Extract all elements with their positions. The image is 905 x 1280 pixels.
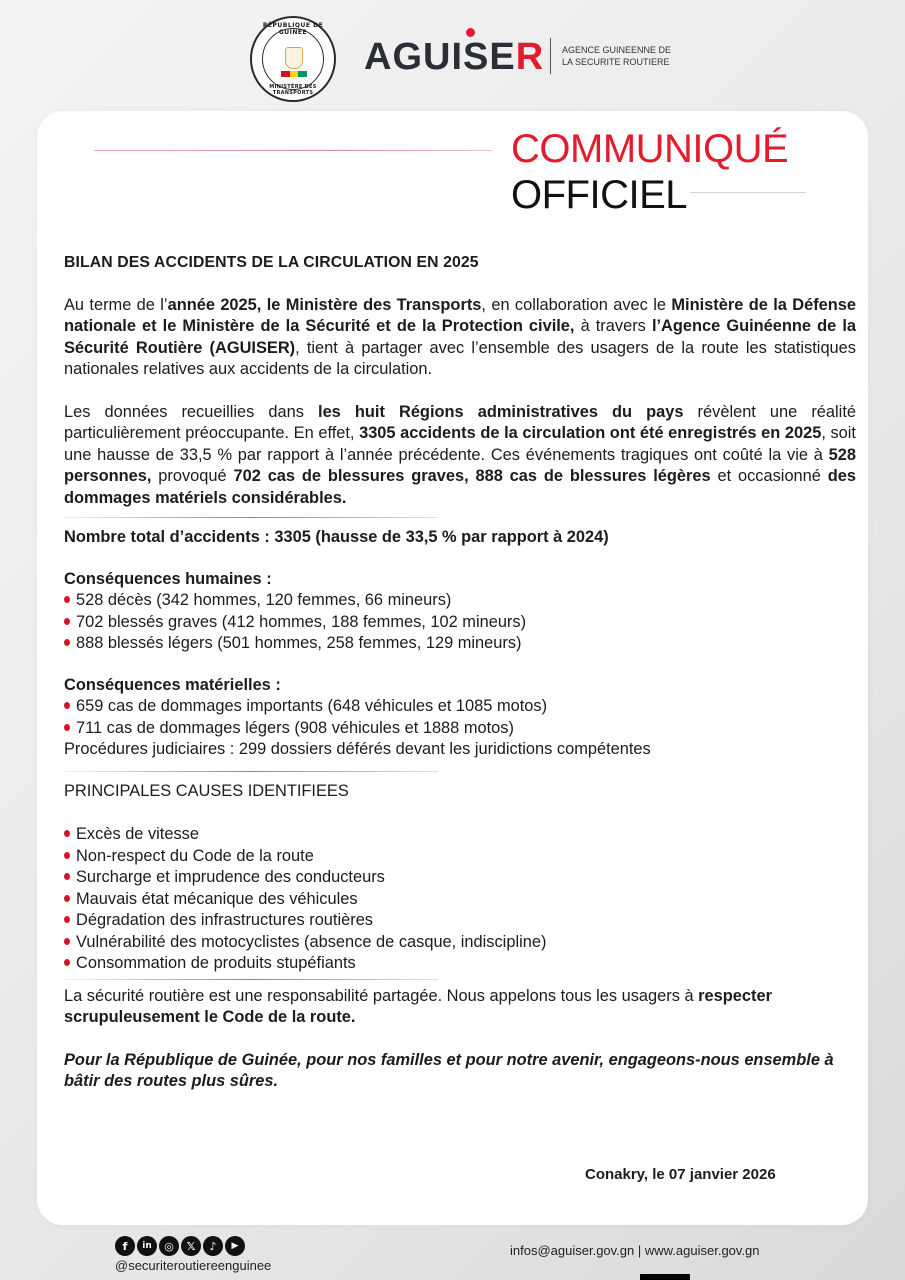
seal-bottom-text: MINISTÈRE DES TRANSPORTS	[269, 84, 317, 96]
title-officiel: OFFICIEL	[511, 173, 688, 217]
list-item	[64, 590, 856, 612]
bullet-icon	[64, 830, 70, 837]
list-item	[64, 867, 856, 889]
title-communique: COMMUNIQUÉ	[511, 127, 789, 171]
bold-text: 528 personnes,	[64, 445, 856, 485]
bullet-icon	[64, 702, 70, 709]
list-item	[64, 718, 856, 740]
bullet-icon	[64, 596, 70, 603]
bold-text: l’Agence Guinéenne de la Sécurité Routière (AGUISER)	[64, 317, 856, 357]
facebook-icon[interactable]: f	[115, 1236, 135, 1256]
contact-info[interactable]: infos@aguiser.gov.gn | www.aguiser.gov.gn	[510, 1243, 760, 1258]
title-divider-left	[94, 150, 492, 151]
list-item-text: Mauvais état mécanique des véhicules	[76, 889, 358, 908]
list-item	[64, 953, 856, 975]
causes-list	[64, 824, 856, 975]
causes-heading: PRINCIPALES CAUSES IDENTIFIEES	[64, 781, 349, 800]
instagram-icon[interactable]: ◎	[159, 1236, 179, 1256]
logo-accent-letter: R	[515, 36, 545, 78]
list-item	[64, 910, 856, 932]
seal-inner-ring	[262, 28, 324, 90]
date-place: Conakry, le 07 janvier 2026	[585, 1166, 776, 1183]
list-item	[64, 846, 856, 868]
text: , tient à partager avec l’ensemble des usagers de la route les statistiques nationales relatives aux accidents de la circulation.	[64, 338, 856, 378]
seal-top-text: RÉPUBLIQUE DE GUINÉE	[262, 22, 324, 36]
bullet-icon	[64, 639, 70, 646]
bullet-icon	[64, 916, 70, 923]
bullet-icon	[64, 959, 70, 966]
motto: Pour la République de Guinée, pour nos familles et pour notre avenir, engageons-nous ensemble à bâtir des routes plus sûres.	[64, 1050, 834, 1090]
bold-text: respecter scrupuleusement le Code de la route.	[64, 986, 772, 1026]
agency-name-line1: AGENCE GUINEENNE DE	[562, 45, 672, 55]
ministry-seal-logo	[250, 16, 336, 102]
text: La sécurité routière est une responsabilité partagée. Nous appelons tous les usagers à	[64, 986, 699, 1005]
header	[0, 14, 905, 104]
bold-text: des dommages matériels considérables.	[64, 467, 856, 507]
social-handle: @securiteroutiereenguinee	[115, 1258, 272, 1273]
list-item	[64, 696, 856, 718]
logo-text: AGUISE	[364, 36, 516, 78]
list-item	[64, 612, 856, 634]
agency-name-line2: LA SECURITE ROUTIERE	[562, 57, 670, 67]
logo-divider	[550, 38, 551, 74]
text: à travers	[574, 317, 652, 335]
youtube-icon[interactable]: ▶	[225, 1236, 245, 1256]
text: révèlent une réalité particulièrement préoccupante. En effet,	[64, 402, 856, 442]
text: provoqué	[151, 467, 234, 485]
bold-text: année 2025, le Ministère des Transports	[167, 295, 482, 314]
list-item-text: 888 blessés légers (501 hommes, 258 femmes, 129 mineurs)	[76, 634, 522, 652]
material-consequences-heading: Conséquences matérielles :	[64, 675, 281, 694]
data-paragraph	[64, 402, 856, 510]
human-consequences-heading: Conséquences humaines :	[64, 569, 272, 588]
text: Au terme de l’	[64, 295, 168, 314]
bold-text: 3305 accidents de la circulation ont été enregistrés en 2025	[359, 424, 822, 442]
linkedin-icon[interactable]: in	[137, 1236, 157, 1256]
x-icon[interactable]: 𝕏	[181, 1236, 201, 1256]
document-heading: BILAN DES ACCIDENTS DE LA CIRCULATION EN 2025	[64, 254, 479, 271]
bold-text: 702 cas de blessures graves, 888 cas de blessures légères	[233, 467, 711, 485]
aguiser-logo	[364, 36, 544, 79]
bullet-icon	[64, 873, 70, 880]
communique-body	[64, 252, 856, 1093]
section-divider	[64, 979, 438, 980]
list-item-text: Vulnérabilité des motocyclistes (absence de casque, indiscipline)	[76, 932, 547, 951]
list-item-text: Consommation de produits stupéfiants	[76, 954, 356, 972]
bullet-icon	[64, 938, 70, 945]
list-item-text: 528 décès (342 hommes, 120 femmes, 66 mineurs)	[76, 591, 452, 609]
agency-name	[562, 44, 671, 68]
text: , soit une hausse de 33,5 % par rapport à l’année précédente. Ces événements tragiques ont coûté la vie à	[64, 424, 856, 464]
bold-text: Ministère de la Défense nationale et le Ministère de la Sécurité et de la Protection civile,	[64, 295, 857, 335]
judicial-procedures: Procédures judiciaires : 299 dossiers déférés devant les juridictions compétentes	[64, 740, 651, 758]
tiktok-icon[interactable]: ♪	[203, 1236, 223, 1256]
text: et occasionné	[710, 467, 828, 485]
section-divider	[64, 771, 438, 772]
text: , en collaboration avec le	[481, 295, 672, 314]
bold-text: les huit Régions administratives du pays	[318, 402, 684, 421]
total-accidents-summary: Nombre total d’accidents : 3305 (hausse de 33,5 % par rapport à 2024)	[64, 528, 609, 546]
bullet-icon	[64, 618, 70, 625]
bullet-icon	[64, 852, 70, 859]
text: Les données recueillies dans	[64, 402, 319, 421]
list-item-text: Dégradation des infrastructures routières	[76, 911, 374, 929]
section-divider	[64, 517, 438, 518]
title-divider-right	[690, 192, 806, 193]
list-item	[64, 633, 856, 655]
list-item-text: Non-respect du Code de la route	[76, 846, 314, 865]
coat-of-arms-icon	[285, 47, 303, 69]
intro-paragraph	[64, 295, 856, 381]
list-item-text: 702 blessés graves (412 hommes, 188 femmes, 102 mineurs)	[76, 612, 527, 631]
list-item	[64, 889, 856, 911]
guinea-flag-icon	[281, 71, 307, 77]
list-item-text: 711 cas de dommages légers (908 véhicules et 1888 motos)	[76, 718, 514, 737]
list-item	[64, 824, 856, 846]
closing-paragraph	[64, 986, 856, 1029]
bullet-icon	[64, 724, 70, 731]
list-item-text: 659 cas de dommages importants (648 véhicules et 1085 motos)	[76, 697, 548, 715]
list-item-text: Excès de vitesse	[76, 825, 199, 843]
list-item-text: Surcharge et imprudence des conducteurs	[76, 868, 385, 886]
social-links	[115, 1236, 245, 1256]
bottom-bar	[640, 1274, 690, 1280]
list-item	[64, 932, 856, 954]
bullet-icon	[64, 895, 70, 902]
